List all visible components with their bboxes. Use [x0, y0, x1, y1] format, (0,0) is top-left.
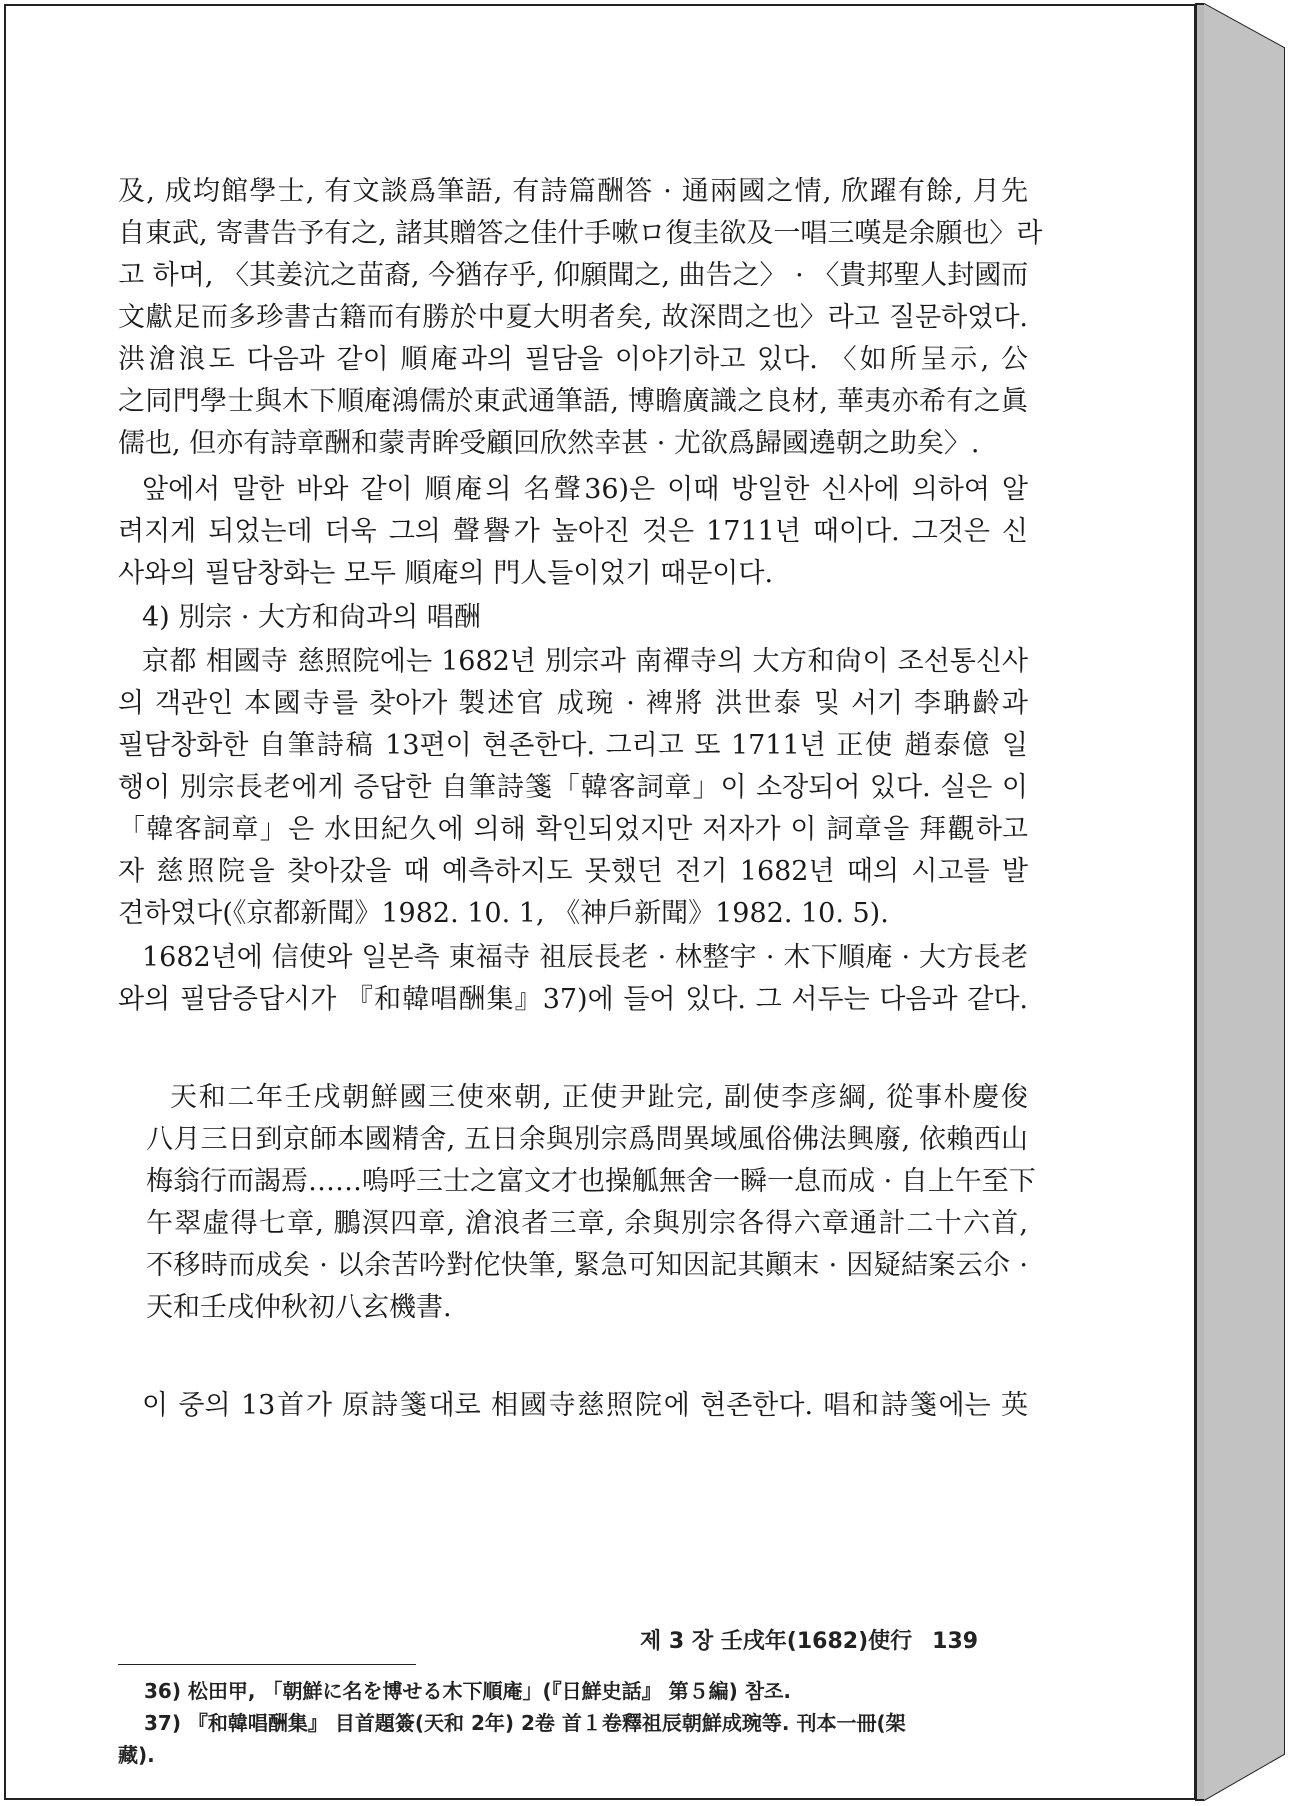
body-line: 필담창화한 自筆詩稿 13편이 현존한다. 그리고 또 1711년 正使 趙泰億 일 — [118, 730, 1028, 761]
page-number: 139 — [932, 1629, 979, 1654]
book-page — [4, 4, 1196, 1800]
quote-line: 不移時而成矣 · 以余苦吟對佗快筆, 緊急可知因記其顚末 · 因疑結案云尒 · — [146, 1250, 1028, 1281]
body-line: 文獻足而多珍書古籍而有勝於中夏大明者矣, 故深問之也〉라고 질문하였다. — [118, 302, 1028, 333]
body-line: 견하였다(《京都新聞》1982. 10. 1, 《神戶新聞》1982. 10. 5). — [118, 898, 889, 929]
quote-line: 天和二年壬戌朝鮮國三使來朝, 正使尹趾完, 副使李彦綱, 從事朴慶俊 — [170, 1082, 1028, 1113]
body-line: 의 객관인 本國寺를 찾아가 製述官 成琬 · 裨將 洪世泰 및 서기 李聃齡과 — [118, 688, 1028, 719]
quote-line: 天和壬戌仲秋初八玄機書. — [146, 1292, 452, 1323]
body-line: 와의 필담증답시가 『和韓唱酬集』37)에 들어 있다. 그 서두는 다음과 같다. — [118, 984, 1028, 1015]
body-line: 儒也, 但亦有詩章酬和蒙靑眸受顧回欣然幸甚 · 尤欲爲歸國遶朝之助矣〉. — [118, 428, 980, 459]
page-footer — [640, 1624, 978, 1655]
footnote-rule — [118, 1664, 416, 1665]
quote-line: 梅翁行而謁焉……嗚呼三士之富文才也操觚無舍一瞬一息而成 · 自上午至下 — [146, 1166, 1036, 1197]
body-line: 행이 別宗長老에게 증답한 自筆詩箋「韓客詞章」이 소장되어 있다. 실은 이 — [118, 772, 1028, 803]
quote-line: 午翠虛得七章, 鵬溟四章, 滄浪者三章, 余與別宗各得六章通計二十六首, — [146, 1208, 1028, 1239]
body-line: 고 하며, 〈其姜沆之苗裔, 今猶存乎, 仰願聞之, 曲告之〉 · 〈貴邦聖人封國而 — [118, 260, 1029, 291]
body-line: 1682년에 信使와 일본측 東福寺 祖辰長老 · 林整宇 · 木下順庵 · 大方長老 — [142, 942, 1028, 973]
body-line: 京都 相國寺 慈照院에는 1682년 別宗과 南禪寺의 大方和尙이 조선통신사 — [142, 646, 1028, 677]
body-line: 「韓客詞章」은 水田紀久에 의해 확인되었지만 저자가 이 詞章을 拜觀하고 — [118, 814, 1028, 845]
quote-line: 八月三日到京師本國精舍, 五日余與別宗爲問異域風俗佛法興廢, 依賴西山 — [146, 1124, 1028, 1155]
footnote-37: 37) 『和韓唱酬集』 目首題簽(天和 2年) 2卷 首１卷釋祖辰朝鮮成琬等. 刊本一冊(架 — [144, 1711, 906, 1735]
body-line: 及, 成均館學士, 有文談爲筆語, 有詩篇酬答 · 通兩國之情, 欣躍有餘, 月先 — [118, 176, 1028, 207]
footnote-36: 36) 松田甲, 「朝鮮に名を博せる木下順庵」(『日鮮史話』 第５編) 참조. — [144, 1679, 791, 1703]
body-line: 洪滄浪도 다음과 같이 順庵과의 필담을 이야기하고 있다. 〈如所呈示, 公 — [118, 344, 1028, 375]
body-line: 之同門學士與木下順庵鴻儒於東武通筆語, 博瞻廣識之良材, 華夷亦希有之眞 — [118, 386, 1028, 417]
body-line: 앞에서 말한 바와 같이 順庵의 名聲36)은 이때 방일한 신사에 의하여 알 — [142, 474, 1028, 505]
body-line: 자 慈照院을 찾아갔을 때 예측하지도 못했던 전기 1682년 때의 시고를 발 — [118, 856, 1028, 887]
closing-line: 이 중의 13首가 原詩箋대로 相國寺慈照院에 현존한다. 唱和詩箋에는 英 — [142, 1390, 1028, 1421]
footnote-37-cont: 藏). — [118, 1743, 155, 1767]
body-line: 려지게 되었는데 더욱 그의 聲譽가 높아진 것은 1711년 때이다. 그것은 신 — [118, 516, 1028, 547]
body-line: 自東武, 寄書告予有之, 諸其贈答之佳什手嗽ロ復圭欲及一唱三嘆是余願也〉라 — [118, 218, 1043, 249]
body-line: 사와의 필담창화는 모두 順庵의 門人들이었기 때문이다. — [118, 558, 774, 589]
section-heading: 4) 別宗 · 大方和尙과의 唱酬 — [142, 602, 481, 633]
chapter-title: 제 3 장 壬戌年(1682)使行 — [640, 1629, 913, 1654]
